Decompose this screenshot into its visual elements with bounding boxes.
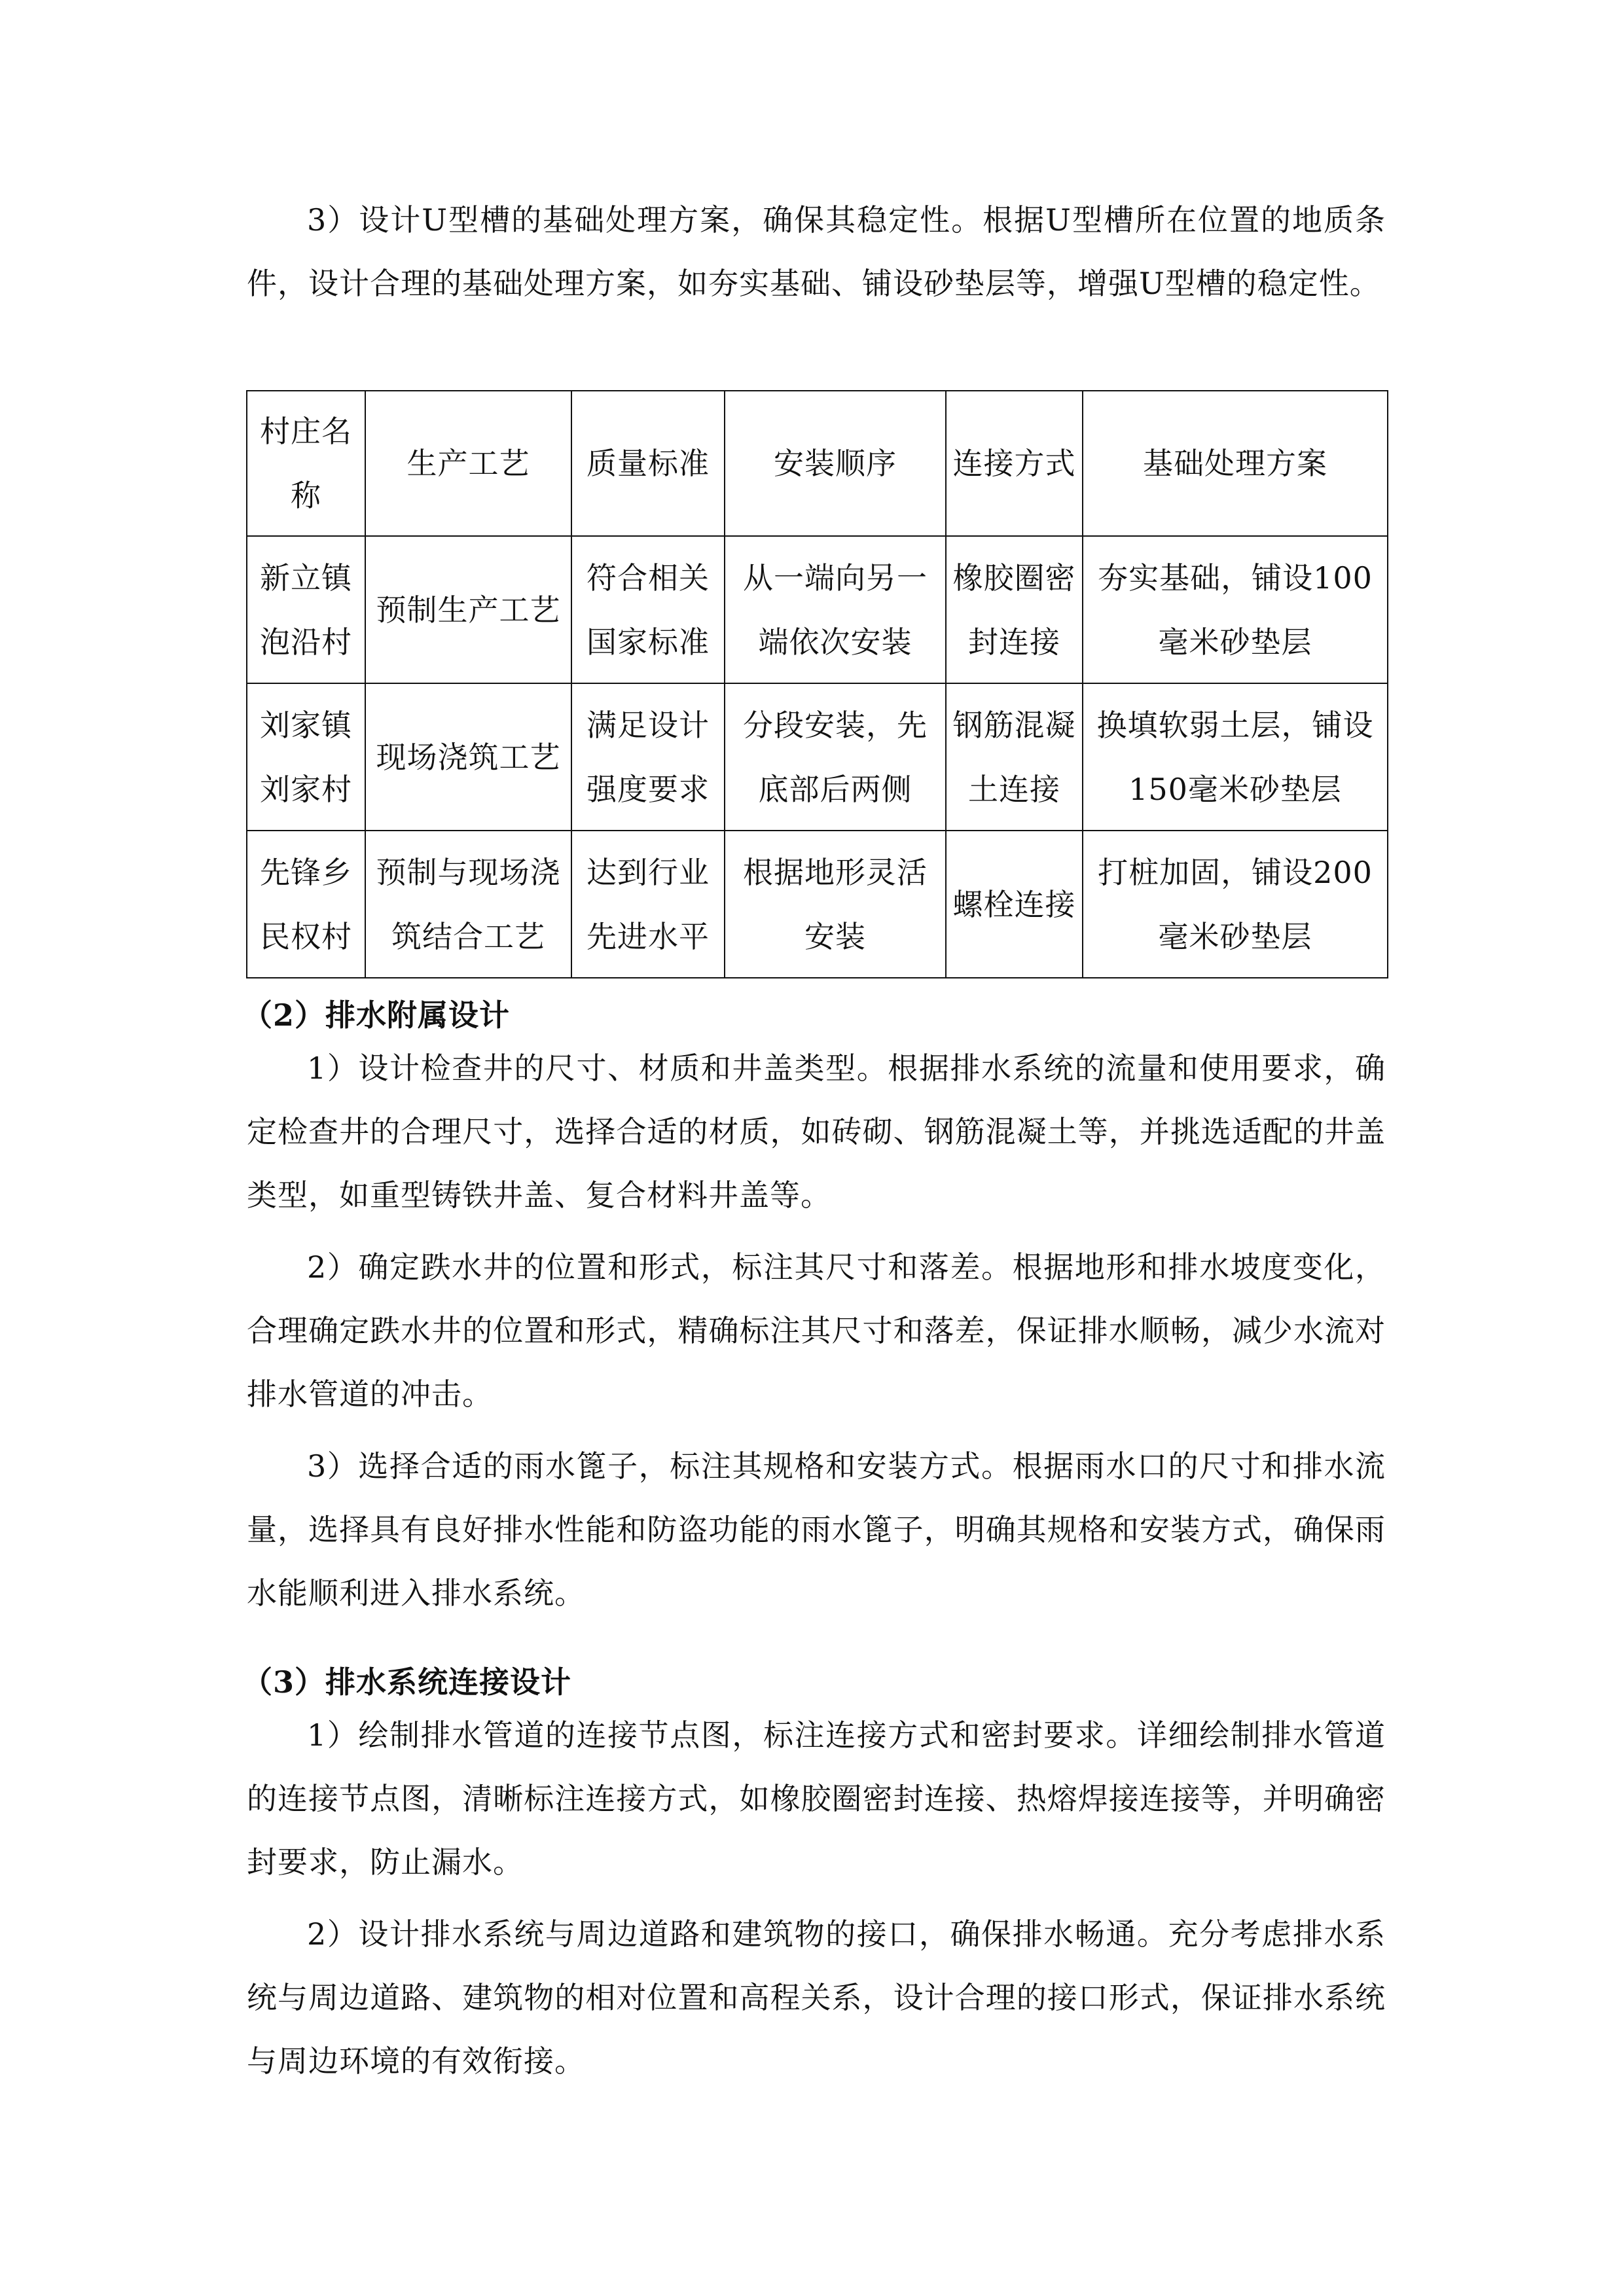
paragraph-inspection-well: 1）设计检查井的尺寸、材质和井盖类型。根据排水系统的流量和使用要求，确定检查井的合理尺寸，选择合适的材质，如砖砌、钢筋混凝土等，并挑选适配的井盖类型，如重型铸铁井盖、复合材料井盖等。	[247, 1050, 1386, 1213]
table-cell: 满足设计强度要求	[571, 683, 725, 831]
paragraph-rain-grate: 3）选择合适的雨水篦子，标注其规格和安装方式。根据雨水口的尺寸和排水流量，选择具有良好排水性能和防盗功能的雨水篦子，明确其规格和安装方式，确保雨水能顺利进入排水系统。	[247, 1448, 1386, 1611]
table-header-cell: 质量标准	[571, 391, 725, 536]
table-cell: 打桩加固，铺设200毫米砂垫层	[1083, 831, 1388, 978]
table-cell: 分段安装，先底部后两侧	[725, 683, 946, 831]
table-row	[247, 831, 1388, 978]
table-cell: 预制与现场浇筑结合工艺	[365, 831, 571, 978]
table-cell: 刘家镇刘家村	[247, 683, 365, 831]
table-cell: 从一端向另一端依次安装	[725, 536, 946, 683]
table-cell: 橡胶圈密封连接	[946, 536, 1083, 683]
table-header-cell: 基础处理方案	[1083, 391, 1388, 536]
table-header-row	[247, 391, 1388, 536]
table-cell: 钢筋混凝土连接	[946, 683, 1083, 831]
paragraph-connection-node: 1）绘制排水管道的连接节点图，标注连接方式和密封要求。详细绘制排水管道的连接节点图，清晰标注连接方式，如橡胶圈密封连接、热熔焊接连接等，并明确密封要求，防止漏水。	[247, 1717, 1386, 1880]
table-cell: 符合相关国家标准	[571, 536, 725, 683]
table-header-cell: 生产工艺	[365, 391, 571, 536]
table-cell: 夯实基础，铺设100毫米砂垫层	[1083, 536, 1388, 683]
paragraph-drop-well: 2）确定跌水井的位置和形式，标注其尺寸和落差。根据地形和排水坡度变化，合理确定跌水井的位置和形式，精确标注其尺寸和落差，保证排水顺畅，减少水流对排水管道的冲击。	[247, 1249, 1386, 1412]
table-header-cell: 村庄名称	[247, 391, 365, 536]
table-cell: 预制生产工艺	[365, 536, 571, 683]
table-cell: 换填软弱土层，铺设150毫米砂垫层	[1083, 683, 1388, 831]
village-construction-table	[246, 390, 1388, 978]
table-cell: 现场浇筑工艺	[365, 683, 571, 831]
table-cell: 根据地形灵活安装	[725, 831, 946, 978]
section-heading-drainage-accessories: （2）排水附属设计	[242, 997, 511, 1033]
table-cell: 新立镇泡沿村	[247, 536, 365, 683]
table-cell: 达到行业先进水平	[571, 831, 725, 978]
table-cell: 螺栓连接	[946, 831, 1083, 978]
paragraph-u-channel-foundation: 3）设计U型槽的基础处理方案，确保其稳定性。根据U型槽所在位置的地质条件，设计合理的基础处理方案，如夯实基础、铺设砂垫层等，增强U型槽的稳定性。	[247, 202, 1386, 301]
table-row	[247, 683, 1388, 831]
table-header-cell: 连接方式	[946, 391, 1083, 536]
paragraph-interface-design: 2）设计排水系统与周边道路和建筑物的接口，确保排水畅通。充分考虑排水系统与周边道路、建筑物的相对位置和高程关系，设计合理的接口形式，保证排水系统与周边环境的有效衔接。	[247, 1916, 1386, 2079]
table-cell: 先锋乡民权村	[247, 831, 365, 978]
section-heading-drainage-connection: （3）排水系统连接设计	[242, 1664, 572, 1700]
table-row	[247, 536, 1388, 683]
table-header-cell: 安装顺序	[725, 391, 946, 536]
